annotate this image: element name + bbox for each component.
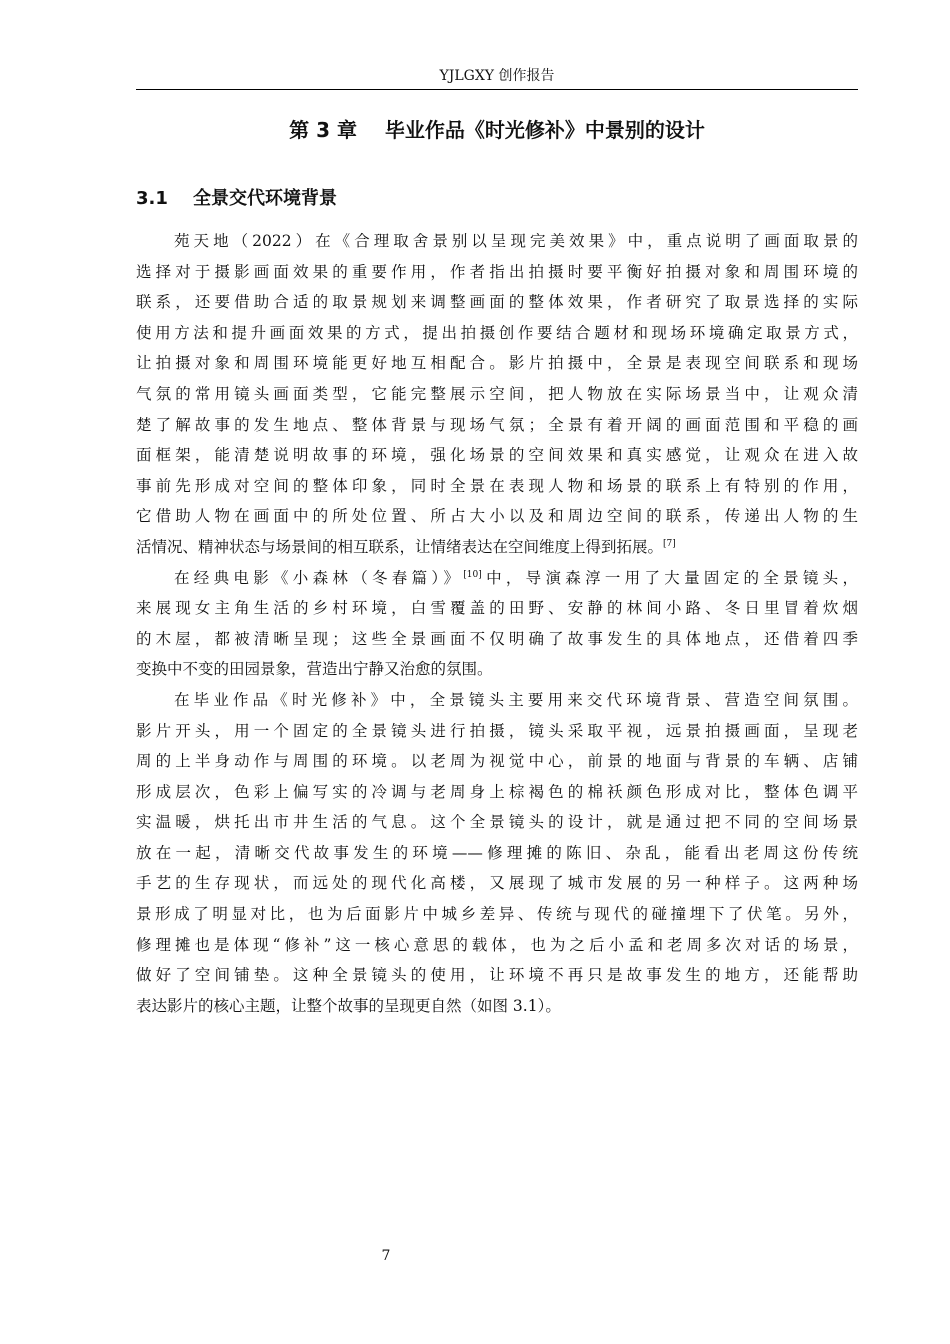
text-line: 来展现女主角生活的乡村环境，白雪覆盖的田野、安静的林间小路、冬日里冒着炊烟: [136, 599, 858, 618]
text-line: 在毕业作品《时光修补》中，全景镜头主要用来交代环境背景、营造空间氛围。: [174, 690, 858, 709]
paragraph-3: [136, 685, 858, 1022]
text-line: 使用方法和提升画面效果的方式，提出拍摄创作要结合题材和现场环境确定取景方式，: [136, 323, 858, 342]
header-divider: [136, 89, 858, 90]
body-text: [136, 226, 858, 1021]
text-line: 让拍摄对象和周围环境能更好地互相配合。影片拍摄中，全景是表现空间联系和现场: [136, 354, 858, 373]
chapter-title: 第 3 章 毕业作品《时光修补》中景别的设计: [289, 118, 705, 142]
text-line-content: 活情况、精神状态与场景间的相互联系，让情绪表达在空间维度上得到拓展。: [136, 537, 664, 556]
text-line: 手艺的生存现状，而远处的现代化高楼，又展现了城市发展的另一种样子。这两种场: [136, 874, 858, 893]
paragraph-2: [136, 563, 858, 685]
text-line-content: 在经典电影《小森林（冬春篇）》: [174, 568, 464, 587]
text-line: 实温暖，烘托出市井生活的气息。这个全景镜头的设计，就是通过把不同的空间场景: [136, 813, 858, 832]
page-number: 7: [381, 1248, 391, 1264]
text-line: 它借助人物在画面中的所处位置、所占大小以及和周边空间的联系，传递出人物的生: [136, 507, 858, 526]
text-line: 周的上半身动作与周围的环境。以老周为视觉中心，前景的地面与背景的车辆、店铺: [136, 752, 858, 771]
paragraph-1: [136, 226, 858, 563]
text-line: 形成层次，色彩上偏写实的冷调与老周身上棕褐色的棉袄颜色形成对比，整体色调平: [136, 782, 858, 801]
citation-ref: [10]: [463, 569, 482, 580]
text-line: 放在一起，清晰交代故事发生的环境——修理摊的陈旧、杂乱，能看出老周这份传统: [136, 843, 858, 862]
text-line: 表达影片的核心主题，让整个故事的呈现更自然（如图 3.1）。: [136, 996, 561, 1015]
running-header: YJLGXY 创作报告: [439, 68, 555, 84]
citation-ref: [7]: [663, 538, 676, 549]
text-line: 选择对于摄影画面效果的重要作用，作者指出拍摄时要平衡好拍摄对象和周围环境的: [136, 262, 858, 281]
text-line: 苑天地（2022）在《合理取舍景别以呈现完美效果》中，重点说明了画面取景的: [174, 232, 858, 250]
section-heading: 3.1 全景交代环境背景: [136, 188, 337, 209]
text-line: [136, 563, 858, 594]
text-line: [136, 532, 858, 563]
text-line-content: 中，导演森淳一用了大量固定的全景镜头，: [481, 568, 858, 587]
text-line: 面框架，能清楚说明故事的环境，强化场景的空间效果和真实感觉，让观众在进入故: [136, 446, 858, 465]
text-line: 景形成了明显对比，也为后面影片中城乡差异、传统与现代的碰撞埋下了伏笔。另外，: [136, 905, 858, 924]
text-line: 的木屋，都被清晰呈现；这些全景画面不仅明确了故事发生的具体地点，还借着四季: [136, 629, 858, 648]
text-line: 联系，还要借助合适的取景规划来调整画面的整体效果，作者研究了取景选择的实际: [136, 293, 858, 312]
text-line: 气氛的常用镜头画面类型，它能完整展示空间，把人物放在实际场景当中，让观众清: [136, 384, 858, 403]
text-line: 修理摊也是体现“修补”这一核心意思的载体，也为之后小孟和老周多次对话的场景，: [136, 935, 858, 954]
text-line: 事前先形成对空间的整体印象，同时全景在表现人物和场景的联系上有特别的作用，: [136, 476, 858, 495]
text-line: 影片开头，用一个固定的全景镜头进行拍摄，镜头采取平视，远景拍摄画面，呈现老: [136, 721, 858, 740]
text-line: 做好了空间铺垫。这种全景镜头的使用，让环境不再只是故事发生的地方，还能帮助: [136, 966, 858, 985]
text-line: 楚了解故事的发生地点、整体背景与现场气氛；全景有着开阔的画面范围和平稳的画: [136, 415, 858, 434]
text-line: 变换中不变的田园景象，营造出宁静又治愈的氛围。: [136, 660, 493, 679]
